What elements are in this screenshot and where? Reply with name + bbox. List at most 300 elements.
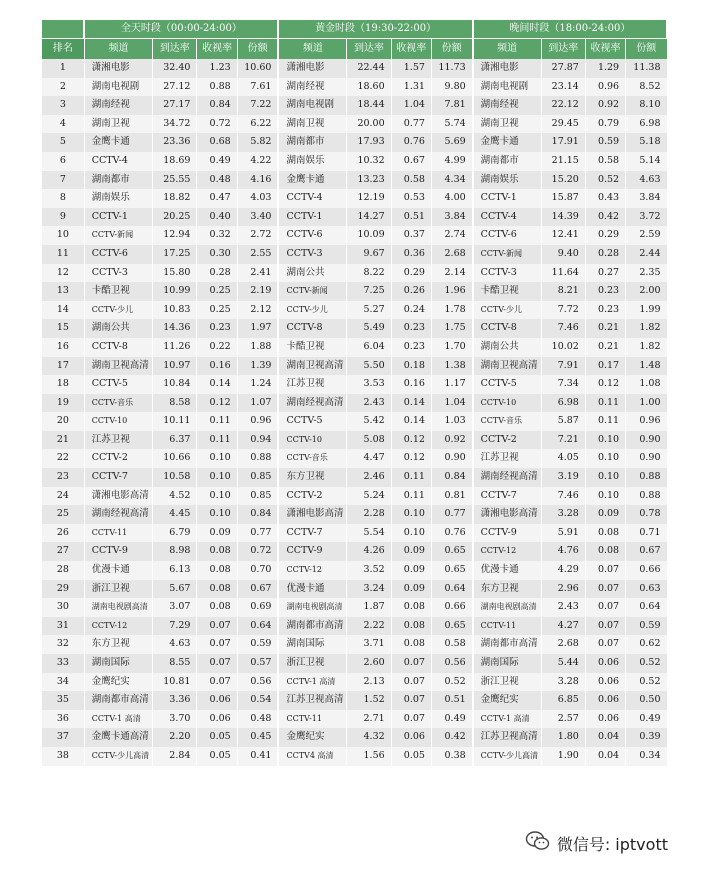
rating-cell: 0.23 [391, 319, 431, 338]
channel-cell: CCTV-2 [278, 487, 346, 506]
share-cell: 0.58 [431, 635, 472, 654]
channel-cell: 湖南电视剧高清 [278, 598, 346, 617]
share-cell: 1.24 [237, 375, 278, 394]
channel-cell: CCTV-10 [473, 394, 541, 413]
share-cell: 0.67 [237, 580, 278, 599]
reach-cell: 4.29 [541, 561, 585, 580]
rating-cell: 0.28 [585, 245, 625, 264]
reach-cell: 10.83 [153, 301, 197, 320]
table-row [42, 542, 667, 561]
reach-cell: 4.32 [347, 728, 391, 747]
channel-cell: 湖南都市 [278, 133, 346, 152]
share-cell: 2.55 [237, 245, 278, 264]
channel-cell: 潇湘电影 [473, 59, 541, 78]
rating-cell: 0.72 [197, 115, 237, 134]
channel-cell: 湖南娱乐 [84, 189, 152, 208]
table-row [42, 505, 667, 524]
rank-cell: 26 [42, 524, 84, 543]
rating-cell: 0.07 [585, 635, 625, 654]
rating-cell: 1.04 [391, 96, 431, 115]
rating-cell: 0.24 [391, 301, 431, 320]
reach-cell: 2.46 [347, 468, 391, 487]
reach-cell: 25.55 [153, 171, 197, 190]
share-cell: 4.34 [431, 171, 472, 190]
channel-cell: CCTV-7 [473, 487, 541, 506]
table-row [42, 78, 667, 97]
channel-cell: 湖南经视 [278, 78, 346, 97]
reach-cell: 2.57 [541, 710, 585, 729]
table-row [42, 59, 667, 78]
rank-cell: 27 [42, 542, 84, 561]
rating-cell: 0.27 [585, 264, 625, 283]
reach-cell: 1.80 [541, 728, 585, 747]
channel-cell: 金鹰卡通 [278, 171, 346, 190]
rank-cell: 4 [42, 115, 84, 134]
rank-cell: 38 [42, 747, 84, 766]
rating-cell: 0.04 [585, 747, 625, 766]
share-cell: 4.99 [431, 152, 472, 171]
rating-cell: 0.22 [197, 338, 237, 357]
rating-cell: 0.11 [585, 412, 625, 431]
reach-cell: 2.43 [347, 394, 391, 413]
share-cell: 0.48 [237, 710, 278, 729]
rank-cell: 5 [42, 133, 84, 152]
share-cell: 1.17 [431, 375, 472, 394]
rating-cell: 0.47 [197, 189, 237, 208]
share-cell: 0.76 [431, 524, 472, 543]
rating-cell: 0.52 [585, 171, 625, 190]
channel-cell: 江苏卫视 [84, 431, 152, 450]
rating-header: 收视率 [585, 39, 625, 60]
table-row [42, 375, 667, 394]
share-cell: 0.42 [431, 728, 472, 747]
reach-cell: 7.34 [541, 375, 585, 394]
table-row [42, 133, 667, 152]
share-cell: 0.41 [237, 747, 278, 766]
reach-cell: 15.80 [153, 264, 197, 283]
share-cell: 0.66 [626, 561, 667, 580]
rating-cell: 0.09 [197, 524, 237, 543]
share-cell: 0.39 [626, 728, 667, 747]
channel-cell: CCTV-8 [473, 319, 541, 338]
share-cell: 0.54 [237, 691, 278, 710]
rating-cell: 0.16 [197, 357, 237, 376]
share-cell: 2.44 [626, 245, 667, 264]
table-row [42, 208, 667, 227]
table-row [42, 691, 667, 710]
rating-cell: 0.23 [391, 338, 431, 357]
reach-cell: 7.72 [541, 301, 585, 320]
reach-cell: 10.81 [153, 673, 197, 692]
reach-cell: 1.52 [347, 691, 391, 710]
share-cell: 0.92 [431, 431, 472, 450]
share-cell: 3.40 [237, 208, 278, 227]
rating-cell: 0.84 [197, 96, 237, 115]
reach-header: 到达率 [347, 39, 391, 60]
rating-cell: 0.12 [391, 449, 431, 468]
rank-cell: 36 [42, 710, 84, 729]
reach-cell: 7.29 [153, 617, 197, 636]
reach-cell: 7.46 [541, 319, 585, 338]
channel-header: 频道 [84, 39, 152, 60]
share-cell: 0.59 [237, 635, 278, 654]
rating-cell: 0.10 [585, 487, 625, 506]
rating-cell: 0.11 [197, 431, 237, 450]
channel-cell: 湖南经视 [473, 96, 541, 115]
channel-cell: CCTV-新闻 [84, 226, 152, 245]
reach-cell: 5.87 [541, 412, 585, 431]
rating-cell: 0.58 [391, 171, 431, 190]
channel-cell: 东方卫视 [473, 580, 541, 599]
channel-cell: 金鹰卡通高清 [84, 728, 152, 747]
reach-cell: 5.24 [347, 487, 391, 506]
reach-cell: 10.58 [153, 468, 197, 487]
rating-cell: 0.29 [391, 264, 431, 283]
table-row [42, 115, 667, 134]
reach-header: 到达率 [541, 39, 585, 60]
reach-cell: 14.36 [153, 319, 197, 338]
ratings-table-container [42, 20, 668, 766]
reach-cell: 20.00 [347, 115, 391, 134]
rating-cell: 0.05 [197, 747, 237, 766]
table-row [42, 468, 667, 487]
channel-cell: 湖南卫视 [473, 115, 541, 134]
rating-cell: 0.42 [585, 208, 625, 227]
rank-cell: 14 [42, 301, 84, 320]
share-cell: 0.56 [431, 654, 472, 673]
reach-cell: 5.27 [347, 301, 391, 320]
channel-cell: 湖南卫视高清 [473, 357, 541, 376]
share-cell: 0.85 [237, 468, 278, 487]
share-cell: 0.81 [431, 487, 472, 506]
channel-cell: 湖南公共 [278, 264, 346, 283]
table-row [42, 747, 667, 766]
reach-cell: 10.09 [347, 226, 391, 245]
table-row [42, 654, 667, 673]
share-cell: 1.99 [626, 301, 667, 320]
share-cell: 0.64 [431, 580, 472, 599]
reach-cell: 18.60 [347, 78, 391, 97]
reach-cell: 20.25 [153, 208, 197, 227]
share-cell: 5.14 [626, 152, 667, 171]
channel-cell: CCTV-少儿 [473, 301, 541, 320]
reach-cell: 5.50 [347, 357, 391, 376]
channel-cell: CCTV-9 [278, 542, 346, 561]
rating-cell: 0.59 [585, 133, 625, 152]
share-cell: 0.49 [626, 710, 667, 729]
channel-cell: 江苏卫视高清 [278, 691, 346, 710]
share-cell: 1.03 [431, 412, 472, 431]
table-row [42, 282, 667, 301]
channel-cell: 湖南电视剧高清 [84, 598, 152, 617]
table-row [42, 431, 667, 450]
rating-cell: 0.10 [391, 524, 431, 543]
share-cell: 0.64 [626, 598, 667, 617]
rating-cell: 0.08 [585, 524, 625, 543]
rating-cell: 0.10 [585, 449, 625, 468]
reach-cell: 9.40 [541, 245, 585, 264]
channel-cell: CCTV-1 [84, 208, 152, 227]
reach-cell: 2.68 [541, 635, 585, 654]
rating-cell: 0.36 [391, 245, 431, 264]
reach-cell: 18.44 [347, 96, 391, 115]
channel-cell: CCTV-10 [278, 431, 346, 450]
share-cell: 4.22 [237, 152, 278, 171]
reach-cell: 3.36 [153, 691, 197, 710]
channel-cell: CCTV-12 [278, 561, 346, 580]
channel-cell: 东方卫视 [278, 468, 346, 487]
reach-cell: 3.28 [541, 505, 585, 524]
reach-cell: 5.08 [347, 431, 391, 450]
channel-cell: 东方卫视 [84, 635, 152, 654]
reach-cell: 8.58 [153, 394, 197, 413]
reach-cell: 11.26 [153, 338, 197, 357]
share-cell: 0.66 [431, 598, 472, 617]
reach-cell: 8.21 [541, 282, 585, 301]
rating-cell: 0.14 [391, 412, 431, 431]
reach-cell: 9.67 [347, 245, 391, 264]
rating-cell: 0.18 [391, 357, 431, 376]
rank-cell: 11 [42, 245, 84, 264]
rating-cell: 0.07 [197, 654, 237, 673]
rating-cell: 0.06 [585, 673, 625, 692]
reach-cell: 3.70 [153, 710, 197, 729]
rating-cell: 0.08 [197, 561, 237, 580]
table-row [42, 96, 667, 115]
rating-cell: 0.43 [585, 189, 625, 208]
rating-cell: 0.32 [197, 226, 237, 245]
reach-cell: 2.22 [347, 617, 391, 636]
reach-cell: 4.45 [153, 505, 197, 524]
rating-cell: 0.07 [391, 673, 431, 692]
reach-cell: 8.98 [153, 542, 197, 561]
reach-cell: 3.24 [347, 580, 391, 599]
share-cell: 0.59 [626, 617, 667, 636]
share-cell: 1.96 [431, 282, 472, 301]
share-cell: 3.84 [431, 208, 472, 227]
share-cell: 0.70 [237, 561, 278, 580]
rating-cell: 0.10 [197, 468, 237, 487]
rating-cell: 0.05 [391, 747, 431, 766]
table-row [42, 673, 667, 692]
channel-cell: 优漫卡通 [84, 561, 152, 580]
channel-cell: CCTV-8 [278, 319, 346, 338]
rank-cell: 24 [42, 487, 84, 506]
share-cell: 0.45 [237, 728, 278, 747]
share-cell: 0.94 [237, 431, 278, 450]
rating-header: 收视率 [391, 39, 431, 60]
reach-cell: 6.37 [153, 431, 197, 450]
channel-cell: 湖南电视剧 [84, 78, 152, 97]
channel-cell: 浙江卫视 [278, 654, 346, 673]
channel-cell: CCTV-少儿 [84, 301, 152, 320]
rating-cell: 0.14 [391, 394, 431, 413]
channel-cell: CCTV-1 高清 [84, 710, 152, 729]
share-cell: 3.72 [626, 208, 667, 227]
table-row [42, 487, 667, 506]
rating-cell: 0.07 [391, 691, 431, 710]
rating-cell: 0.77 [391, 115, 431, 134]
reach-cell: 27.12 [153, 78, 197, 97]
share-cell: 0.65 [431, 542, 472, 561]
reach-cell: 17.93 [347, 133, 391, 152]
reach-cell: 2.60 [347, 654, 391, 673]
share-cell: 0.52 [626, 673, 667, 692]
channel-cell: 优漫卡通 [473, 561, 541, 580]
channel-cell: 潇湘电影高清 [278, 505, 346, 524]
share-cell: 4.03 [237, 189, 278, 208]
rating-cell: 0.26 [391, 282, 431, 301]
table-row [42, 338, 667, 357]
rating-cell: 0.08 [391, 598, 431, 617]
reach-cell: 15.87 [541, 189, 585, 208]
rank-cell: 16 [42, 338, 84, 357]
channel-cell: CCTV-6 [473, 226, 541, 245]
share-cell: 0.56 [237, 673, 278, 692]
rating-cell: 0.08 [197, 542, 237, 561]
share-cell: 0.71 [626, 524, 667, 543]
rating-cell: 0.12 [585, 375, 625, 394]
rating-cell: 0.28 [197, 264, 237, 283]
channel-cell: CCTV-4 [473, 208, 541, 227]
share-cell: 2.59 [626, 226, 667, 245]
rank-header: 排名 [42, 39, 84, 60]
share-cell: 0.67 [626, 542, 667, 561]
channel-cell: 浙江卫视 [473, 673, 541, 692]
rating-cell: 0.08 [391, 635, 431, 654]
rank-cell: 13 [42, 282, 84, 301]
channel-cell: 潇湘电影 [278, 59, 346, 78]
rating-cell: 1.29 [585, 59, 625, 78]
share-header: 份额 [237, 39, 278, 60]
channel-cell: CCTV-4 [278, 189, 346, 208]
rank-cell: 8 [42, 189, 84, 208]
reach-cell: 13.23 [347, 171, 391, 190]
ratings-table-body [42, 59, 667, 766]
channel-cell: 湖南都市 [84, 171, 152, 190]
rating-cell: 0.12 [391, 431, 431, 450]
reach-cell: 27.87 [541, 59, 585, 78]
rank-header-blank [42, 20, 84, 39]
rating-cell: 0.09 [585, 505, 625, 524]
rating-cell: 0.76 [391, 133, 431, 152]
reach-cell: 5.54 [347, 524, 391, 543]
rank-cell: 12 [42, 264, 84, 283]
reach-cell: 2.13 [347, 673, 391, 692]
rating-cell: 0.08 [197, 598, 237, 617]
channel-cell: 湖南都市高清 [84, 691, 152, 710]
rating-cell: 0.10 [585, 468, 625, 487]
channel-cell: CCTV-7 [278, 524, 346, 543]
reach-cell: 8.55 [153, 654, 197, 673]
channel-cell: 湖南卫视高清 [84, 357, 152, 376]
rank-cell: 28 [42, 561, 84, 580]
rank-cell: 37 [42, 728, 84, 747]
share-cell: 0.85 [237, 487, 278, 506]
share-cell: 5.74 [431, 115, 472, 134]
table-row [42, 301, 667, 320]
channel-cell: CCTV-10 [84, 412, 152, 431]
share-cell: 0.96 [626, 412, 667, 431]
channel-cell: 湖南都市 [473, 152, 541, 171]
rating-cell: 0.96 [585, 78, 625, 97]
channel-header: 频道 [473, 39, 541, 60]
reach-cell: 2.84 [153, 747, 197, 766]
share-header: 份额 [626, 39, 667, 60]
table-row [42, 710, 667, 729]
rank-cell: 34 [42, 673, 84, 692]
rank-cell: 6 [42, 152, 84, 171]
rating-cell: 0.07 [585, 617, 625, 636]
rating-cell: 1.57 [391, 59, 431, 78]
channel-cell: 湖南娱乐 [278, 152, 346, 171]
table-row [42, 189, 667, 208]
reach-cell: 4.05 [541, 449, 585, 468]
reach-cell: 29.45 [541, 115, 585, 134]
rating-cell: 0.11 [585, 394, 625, 413]
reach-cell: 1.87 [347, 598, 391, 617]
rating-cell: 0.07 [197, 635, 237, 654]
share-cell: 0.52 [626, 654, 667, 673]
reach-cell: 6.85 [541, 691, 585, 710]
share-cell: 1.97 [237, 319, 278, 338]
share-cell: 2.12 [237, 301, 278, 320]
table-row [42, 171, 667, 190]
channel-cell: CCTV-少儿高清 [473, 747, 541, 766]
channel-cell: CCTV-9 [473, 524, 541, 543]
rating-cell: 0.08 [585, 542, 625, 561]
channel-cell: CCTV-7 [84, 468, 152, 487]
ratings-table [42, 20, 668, 766]
reach-cell: 3.71 [347, 635, 391, 654]
share-cell: 8.52 [626, 78, 667, 97]
channel-cell: CCTV-3 [278, 245, 346, 264]
share-cell: 1.75 [431, 319, 472, 338]
reach-cell: 3.28 [541, 673, 585, 692]
rating-cell: 0.21 [585, 319, 625, 338]
share-cell: 1.82 [626, 319, 667, 338]
rating-cell: 0.88 [197, 78, 237, 97]
channel-cell: 优漫卡通 [278, 580, 346, 599]
reach-cell: 4.26 [347, 542, 391, 561]
channel-cell: CCTV-5 [473, 375, 541, 394]
reach-cell: 6.04 [347, 338, 391, 357]
share-cell: 0.65 [431, 617, 472, 636]
share-cell: 0.63 [626, 580, 667, 599]
rating-cell: 0.23 [197, 319, 237, 338]
share-cell: 4.00 [431, 189, 472, 208]
rating-cell: 0.10 [585, 431, 625, 450]
share-cell: 0.50 [626, 691, 667, 710]
reach-cell: 23.36 [153, 133, 197, 152]
rating-cell: 0.92 [585, 96, 625, 115]
channel-cell: CCTV-12 [84, 617, 152, 636]
share-cell: 6.98 [626, 115, 667, 134]
rating-cell: 0.06 [585, 654, 625, 673]
rating-header: 收视率 [197, 39, 237, 60]
rating-cell: 0.16 [391, 375, 431, 394]
channel-header: 频道 [278, 39, 346, 60]
channel-cell: CCTV-少儿高清 [84, 747, 152, 766]
channel-cell: 湖南公共 [84, 319, 152, 338]
reach-cell: 32.40 [153, 59, 197, 78]
reach-cell: 10.11 [153, 412, 197, 431]
channel-cell: 金鹰纪实 [473, 691, 541, 710]
rank-cell: 29 [42, 580, 84, 599]
channel-cell: CCTV4 高清 [278, 747, 346, 766]
table-row [42, 264, 667, 283]
rating-cell: 0.09 [391, 561, 431, 580]
